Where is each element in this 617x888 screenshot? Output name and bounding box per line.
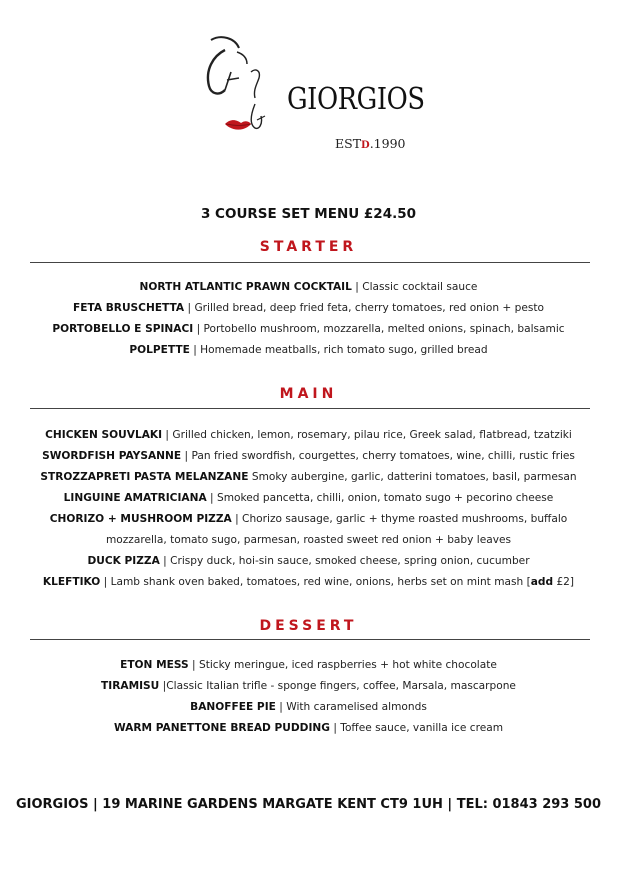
menu-item: SWORDFISH PAYSANNE | Pan fried swordfish, courgettes, cherry tomatoes, wine, chilli, rustic fries — [42, 450, 575, 462]
menu-item: CHICKEN SOUVLAKI | Grilled chicken, lemon, rosemary, pilau rice, Greek salad, flatbread, tzatziki — [45, 429, 572, 441]
main-heading: MAIN — [279, 386, 338, 402]
set-menu-title: 3 COURSE SET MENU £24.50 — [200, 206, 417, 222]
menu-item: WARM PANETTONE BREAD PUDDING | Toffee sauce, vanilla ice cream — [113, 722, 504, 734]
menu-item: ETON MESS | Sticky meringue, iced raspberries + hot white chocolate — [120, 659, 497, 671]
menu-item: POLPETTE | Homemade meatballs, rich tomato sugo, grilled bread — [129, 344, 488, 356]
main-divider — [30, 408, 590, 409]
established-date: ESTD.1990 — [335, 136, 406, 151]
menu-item: LINGUINE AMATRICIANA | Smoked pancetta, chilli, onion, tomato sugo + pecorino cheese — [63, 492, 554, 504]
footer-contact: GIORGIOS | 19 MARINE GARDENS MARGATE KENT CT9 1UH | TEL: 01843 293 500 — [15, 797, 602, 812]
menu-item: BANOFFEE PIE | With caramelised almonds — [190, 701, 427, 713]
dessert-divider — [30, 639, 590, 640]
menu-item: DUCK PIZZA | Crispy duck, hoi-sin sauce, smoked cheese, spring onion, cucumber — [87, 555, 530, 567]
starter-heading: STARTER — [259, 239, 358, 255]
menu-item: TIRAMISU |Classic Italian trifle - sponge fingers, coffee, Marsala, mascarpone — [101, 680, 516, 692]
menu-item: NORTH ATLANTIC PRAWN COCKTAIL | Classic cocktail sauce — [139, 281, 478, 293]
menu-item: PORTOBELLO E SPINACI | Portobello mushroom, mozzarella, melted onions, spinach, balsamic — [52, 323, 565, 335]
menu-item: CHORIZO + MUSHROOM PIZZA | Chorizo sausage, garlic + thyme roasted mushrooms, buffalo mozzarella, tomato sugo, parmesan, roasted sweet red onion + baby leaves — [49, 513, 568, 546]
starter-divider — [30, 262, 590, 263]
menu-item: STROZZAPRETI PASTA MELANZANE Smoky aubergine, garlic, datterini tomatoes, basil, parmesan — [40, 471, 577, 483]
dessert-list — [0, 655, 617, 739]
menu-item: FETA BRUSCHETTA | Grilled bread, deep fried feta, cherry tomatoes, red onion + pesto — [72, 302, 545, 314]
menu-item: KLEFTIKO | Lamb shank oven baked, tomatoes, red wine, onions, herbs set on mint mash [add £2] — [42, 576, 575, 588]
starter-list — [0, 277, 617, 361]
main-list — [0, 425, 617, 593]
dessert-heading: DESSERT — [259, 618, 358, 634]
restaurant-logo — [195, 28, 425, 158]
brand-name: GIORGIOS — [287, 82, 425, 117]
